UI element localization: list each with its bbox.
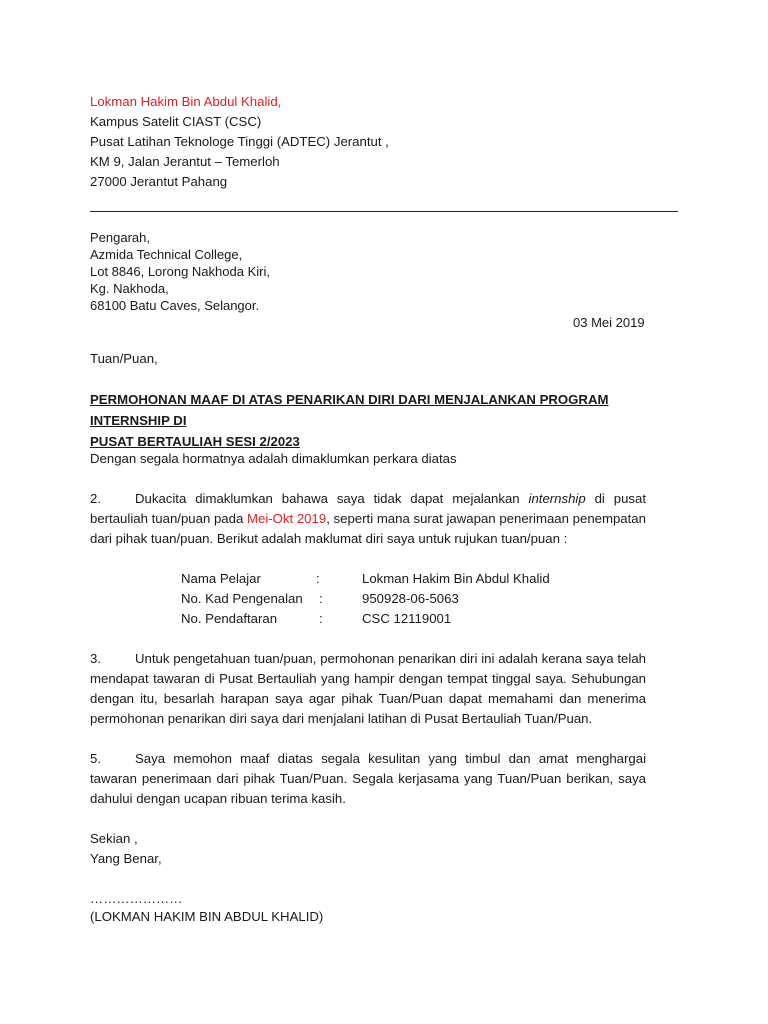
paragraph-text: Saya memohon maaf diatas segala kesulitan yang timbul dan amat menghargai tawaran penerimaan dari pihak Tuan/Puan. Segala kerjasama yang Tuan/Puan berikan, saya dahului dengan ucapan ribuan terima kasih. bbox=[90, 751, 646, 806]
sender-line: 27000 Jerantut Pahang bbox=[90, 174, 228, 189]
paragraph-text: Untuk pengetahuan tuan/puan, permohonan penarikan diri ini adalah kerana saya telah mendapat tawaran di Pusat Bertauliah yang hampir dengan tempat tinggal saya. Sehubungan dengan itu, besarlah harapan saya agar pihak Tuan/Puan dapat memahami dan menerima permohonan penarikan diri saya dari menjalani latihan di Pusat Bertauliah Tuan/Puan. bbox=[90, 651, 646, 726]
detail-separator: : bbox=[316, 571, 320, 586]
subject-line-2: PUSAT BERTAULIAH SESI 2/2023 bbox=[90, 434, 300, 449]
detail-separator: : bbox=[319, 611, 323, 626]
detail-separator: : bbox=[319, 591, 323, 606]
signature-name: (LOKMAN HAKIM BIN ABDUL KHALID) bbox=[90, 909, 324, 924]
paragraph-text: Dukacita dimaklumkan bahawa saya tidak dapat mejalankan bbox=[135, 491, 529, 506]
paragraph-number: 5. bbox=[90, 751, 101, 766]
sender-line: KM 9, Jalan Jerantut – Temerloh bbox=[90, 154, 280, 169]
paragraph-5 bbox=[90, 749, 646, 809]
recipient-line: Pengarah, bbox=[90, 230, 150, 245]
sender-name: Lokman Hakim Bin Abdul Khalid, bbox=[90, 94, 282, 109]
paragraph-italic-term: internship bbox=[528, 491, 586, 506]
recipient-line: 68100 Batu Caves, Selangor. bbox=[90, 298, 260, 313]
sender-line: Kampus Satelit CIAST (CSC) bbox=[90, 114, 262, 129]
highlighted-period: Mei-Okt 2019 bbox=[247, 511, 327, 526]
paragraph-2 bbox=[90, 489, 646, 549]
detail-value: 950928-06-5063 bbox=[362, 591, 459, 606]
letter-date: 03 Mei 2019 bbox=[573, 315, 645, 330]
paragraph-text: , seperti mana surat jawapan penerimaan penempatan dari pihak tuan/puan. Berikut adalah maklumat diri saya untuk rujukan tuan/puan : bbox=[90, 511, 646, 546]
detail-row bbox=[181, 569, 602, 589]
header-divider bbox=[90, 211, 678, 212]
student-details bbox=[181, 569, 602, 629]
detail-value: CSC 12119001 bbox=[362, 611, 452, 626]
detail-row bbox=[181, 609, 602, 629]
recipient-line: Kg. Nakhoda, bbox=[90, 281, 169, 296]
paragraph-number: 2. bbox=[90, 491, 101, 506]
sender-line: Pusat Latihan Teknologe Tinggi (ADTEC) Jerantut , bbox=[90, 134, 389, 149]
detail-label: Nama Pelajar bbox=[181, 571, 261, 586]
subject-heading bbox=[90, 389, 650, 452]
detail-row bbox=[181, 589, 602, 609]
intro-paragraph: Dengan segala hormatnya adalah dimaklumkan perkara diatas bbox=[90, 451, 457, 466]
paragraph-number: 3. bbox=[90, 651, 101, 666]
signature-dots: ………………… bbox=[90, 891, 183, 906]
detail-label: No. Pendaftaran bbox=[181, 611, 278, 626]
paragraph-3 bbox=[90, 649, 646, 729]
subject-line-1: PERMOHONAN MAAF DI ATAS PENARIKAN DIRI DARI MENJALANKAN PROGRAM INTERNSHIP DI bbox=[90, 392, 609, 428]
closing-line: Sekian , bbox=[90, 831, 138, 846]
detail-label: No. Kad Pengenalan bbox=[181, 591, 303, 606]
paragraph-text: di pusat bertauliah tuan/puan pada bbox=[90, 491, 646, 526]
recipient-line: Azmida Technical College, bbox=[90, 247, 243, 262]
closing-line: Yang Benar, bbox=[90, 851, 162, 866]
salutation: Tuan/Puan, bbox=[90, 351, 158, 366]
recipient-line: Lot 8846, Lorong Nakhoda Kiri, bbox=[90, 264, 270, 279]
detail-value: Lokman Hakim Bin Abdul Khalid bbox=[362, 571, 550, 586]
